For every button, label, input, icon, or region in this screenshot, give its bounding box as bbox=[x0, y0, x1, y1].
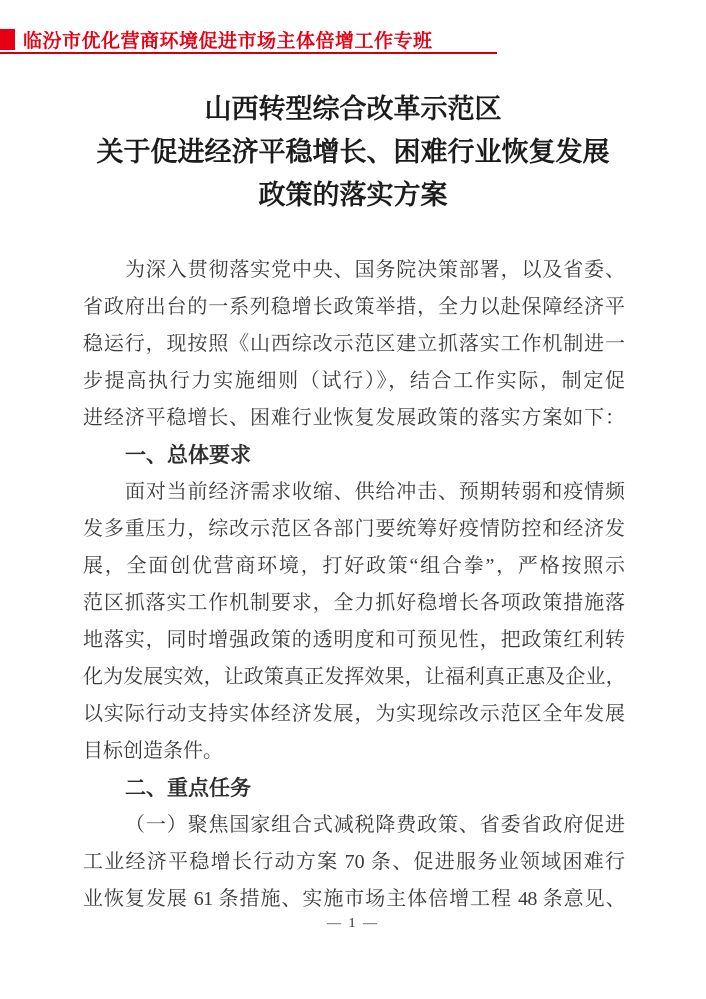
text-line: 范区抓落实工作机制要求，全力抓好稳增长各项政策措施落 bbox=[83, 592, 625, 614]
text-line: 省政府出台的一系列稳增长政策举措，全力以赴保障经济平 bbox=[83, 296, 625, 318]
text-line: 稳运行，现按照《山西综改示范区建立抓落实工作机制进一 bbox=[83, 333, 625, 355]
header-org-name: 临汾市优化营商环境促进市场主体倍增工作专班 bbox=[23, 30, 433, 52]
red-square-marker bbox=[0, 29, 15, 50]
document-body bbox=[83, 252, 625, 918]
text-line: 步提高执行力实施细则（试行）》，结合工作实际，制定促 bbox=[83, 370, 625, 392]
text-line: 发多重压力，综改示范区各部门要统筹好疫情防控和经济发 bbox=[83, 518, 625, 540]
page-footer bbox=[0, 916, 706, 932]
title-line-3: 政策的落实方案 bbox=[258, 180, 448, 210]
text-line: 化为发展实效，让政策真正发挥效果，让福利真正惠及企业， bbox=[83, 666, 625, 688]
header-divider-line bbox=[0, 52, 497, 54]
page-number: — 1 — bbox=[327, 916, 379, 931]
text-line: 为深入贯彻落实党中央、国务院决策部署，以及省委、 bbox=[125, 259, 625, 281]
text-line: 工业经济平稳增长行动方案 70 条、促进服务业领域困难行 bbox=[83, 851, 625, 873]
text-line: 展，全面创优营商环境，打好政策“组合拳”，严格按照示 bbox=[83, 555, 625, 577]
title-line-2: 关于促进经济平稳增长、困难行业恢复发展 bbox=[96, 137, 610, 167]
text-line: 地落实，同时增强政策的透明度和可预见性，把政策红利转 bbox=[83, 629, 625, 651]
masthead bbox=[0, 28, 433, 50]
text-line: 面对当前经济需求收缩、供给冲击、预期转弱和疫情频 bbox=[125, 481, 625, 503]
text-line: 以实际行动支持实体经济发展，为实现综改示范区全年发展 bbox=[83, 703, 625, 725]
section-heading: 二、重点任务 bbox=[125, 777, 251, 800]
text-line: 目标创造条件。 bbox=[83, 740, 223, 762]
text-line: （一）聚焦国家组合式减税降费政策、省委省政府促进 bbox=[125, 814, 625, 836]
document-title bbox=[0, 88, 706, 217]
text-line: 进经济平稳增长、困难行业恢复发展政策的落实方案如下： bbox=[83, 407, 625, 429]
text-line: 业恢复发展 61 条措施、实施市场主体倍增工程 48 条意见、 bbox=[83, 888, 625, 910]
section-heading: 一、总体要求 bbox=[125, 444, 251, 467]
title-line-1: 山西转型综合改革示范区 bbox=[204, 94, 502, 124]
